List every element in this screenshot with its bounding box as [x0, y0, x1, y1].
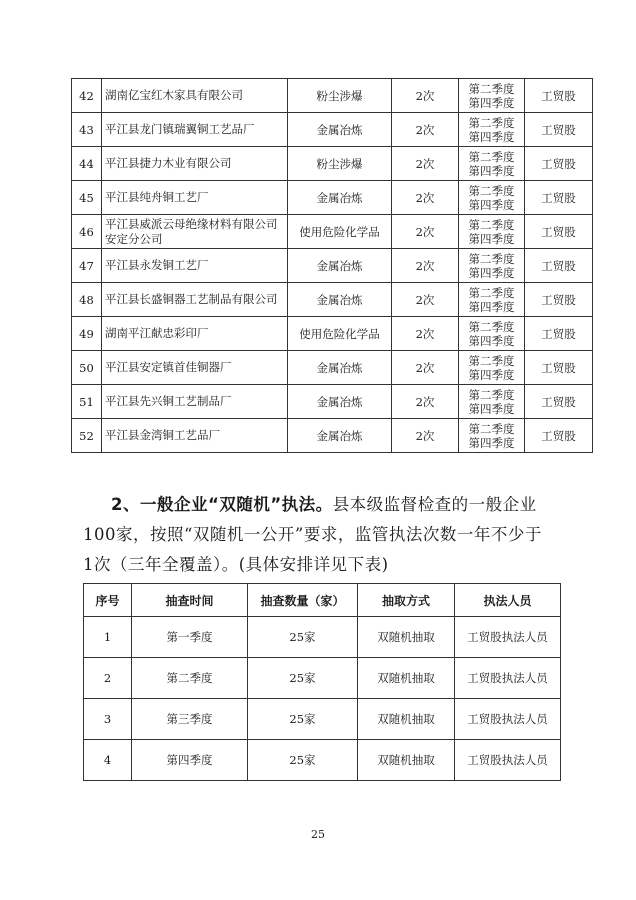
responsible-dept: 工贸股	[525, 283, 593, 317]
inspection-times: 2次	[392, 385, 459, 419]
inspection-quarters	[459, 351, 525, 385]
table-row	[84, 658, 561, 699]
inspection-times: 2次	[392, 419, 459, 453]
enforcement-staff: 工贸股执法人员	[455, 740, 561, 781]
paragraph-line-1-text: 县本级监督检查的一般企业	[332, 495, 537, 514]
quarter-first: 第二季度	[468, 115, 515, 130]
table-row	[72, 181, 593, 215]
check-time: 第三季度	[132, 699, 248, 740]
inspection-quarters	[459, 215, 525, 249]
quarter-second: 第四季度	[468, 333, 515, 348]
hazard-category: 粉尘涉爆	[288, 79, 392, 113]
section-heading: 2、一般企业“双随机”执法。	[111, 495, 333, 514]
responsible-dept: 工贸股	[525, 419, 593, 453]
enterprise-name: 平江县先兴铜工艺制品厂	[102, 385, 288, 419]
inspection-quarters	[459, 147, 525, 181]
quarter-first: 第二季度	[468, 183, 515, 198]
hazard-category: 金属冶炼	[288, 283, 392, 317]
enterprise-name: 平江县捷力木业有限公司	[102, 147, 288, 181]
header-cell: 序号	[84, 584, 132, 617]
hazard-category: 金属冶炼	[288, 385, 392, 419]
hazard-category: 使用危险化学品	[288, 317, 392, 351]
quarter-first: 第二季度	[468, 217, 515, 232]
table-row	[72, 79, 593, 113]
schedule-table	[83, 583, 561, 781]
responsible-dept: 工贸股	[525, 181, 593, 215]
quarter-second: 第四季度	[468, 367, 515, 382]
header-cell: 抽取方式	[358, 584, 455, 617]
quarter-second: 第四季度	[468, 163, 515, 178]
inspection-times: 2次	[392, 181, 459, 215]
enterprise-name: 平江县威派云母绝缘材料有限公司安定分公司	[102, 215, 288, 249]
enforcement-staff: 工贸股执法人员	[455, 658, 561, 699]
responsible-dept: 工贸股	[525, 79, 593, 113]
responsible-dept: 工贸股	[525, 113, 593, 147]
check-time: 第一季度	[132, 617, 248, 658]
table-row	[72, 419, 593, 453]
enforcement-staff: 工贸股执法人员	[455, 699, 561, 740]
quarter-first: 第二季度	[468, 421, 515, 436]
schedule-header-row	[84, 584, 561, 617]
hazard-category: 金属冶炼	[288, 351, 392, 385]
responsible-dept: 工贸股	[525, 249, 593, 283]
table-row	[84, 740, 561, 781]
header-cell: 抽查数量（家）	[248, 584, 358, 617]
responsible-dept: 工贸股	[525, 351, 593, 385]
row-number: 4	[84, 740, 132, 781]
table-row	[72, 249, 593, 283]
paragraph-line-3: 1次（三年全覆盖）。(具体安排详见下表)	[83, 555, 389, 574]
inspection-times: 2次	[392, 79, 459, 113]
row-number: 52	[72, 419, 102, 453]
row-number: 1	[84, 617, 132, 658]
header-cell: 抽查时间	[132, 584, 248, 617]
enforcement-staff: 工贸股执法人员	[455, 617, 561, 658]
quarter-second: 第四季度	[468, 129, 515, 144]
hazard-category: 金属冶炼	[288, 419, 392, 453]
row-number: 47	[72, 249, 102, 283]
enterprise-name: 平江县长盛铜器工艺制品有限公司	[102, 283, 288, 317]
quarter-first: 第二季度	[468, 251, 515, 266]
enterprise-name: 平江县安定镇首佳铜器厂	[102, 351, 288, 385]
check-count: 25家	[248, 740, 358, 781]
quarter-second: 第四季度	[468, 197, 515, 212]
quarter-second: 第四季度	[468, 231, 515, 246]
selection-method: 双随机抽取	[358, 740, 455, 781]
row-number: 44	[72, 147, 102, 181]
check-count: 25家	[248, 617, 358, 658]
row-number: 3	[84, 699, 132, 740]
quarter-first: 第二季度	[468, 387, 515, 402]
inspection-quarters	[459, 385, 525, 419]
inspection-quarters	[459, 419, 525, 453]
quarter-first: 第二季度	[468, 81, 515, 96]
quarter-second: 第四季度	[468, 299, 515, 314]
inspection-quarters	[459, 79, 525, 113]
check-count: 25家	[248, 699, 358, 740]
table-row	[72, 113, 593, 147]
table-row	[72, 351, 593, 385]
hazard-category: 金属冶炼	[288, 249, 392, 283]
row-number: 46	[72, 215, 102, 249]
enterprise-name: 湖南平江献忠彩印厂	[102, 317, 288, 351]
quarter-second: 第四季度	[468, 435, 515, 450]
inspection-quarters	[459, 249, 525, 283]
hazard-category: 使用危险化学品	[288, 215, 392, 249]
check-count: 25家	[248, 658, 358, 699]
enterprise-table	[71, 78, 593, 453]
enterprise-name: 平江县永发铜工艺厂	[102, 249, 288, 283]
row-number: 2	[84, 658, 132, 699]
schedule-table-body	[84, 617, 561, 781]
inspection-times: 2次	[392, 215, 459, 249]
inspection-times: 2次	[392, 351, 459, 385]
paragraph-line-1	[83, 490, 568, 520]
quarter-first: 第二季度	[468, 285, 515, 300]
table-row	[72, 317, 593, 351]
enterprise-name: 平江县金湾铜工艺品厂	[102, 419, 288, 453]
selection-method: 双随机抽取	[358, 617, 455, 658]
quarter-second: 第四季度	[468, 401, 515, 416]
quarter-second: 第四季度	[468, 95, 515, 110]
header-cell: 执法人员	[455, 584, 561, 617]
row-number: 45	[72, 181, 102, 215]
selection-method: 双随机抽取	[358, 658, 455, 699]
row-number: 42	[72, 79, 102, 113]
paragraph-line-2: 100家，按照“双随机一公开”要求，监管执法次数一年不少于	[83, 525, 542, 544]
enterprise-table-body	[72, 79, 593, 453]
row-number: 50	[72, 351, 102, 385]
inspection-quarters	[459, 181, 525, 215]
responsible-dept: 工贸股	[525, 385, 593, 419]
selection-method: 双随机抽取	[358, 699, 455, 740]
quarter-first: 第二季度	[468, 319, 515, 334]
responsible-dept: 工贸股	[525, 147, 593, 181]
row-number: 43	[72, 113, 102, 147]
quarter-first: 第二季度	[468, 353, 515, 368]
inspection-times: 2次	[392, 147, 459, 181]
quarter-first: 第二季度	[468, 149, 515, 164]
hazard-category: 粉尘涉爆	[288, 147, 392, 181]
inspection-times: 2次	[392, 113, 459, 147]
page-number: 25	[311, 828, 325, 841]
enterprise-name: 湖南亿宝红木家具有限公司	[102, 79, 288, 113]
table-row	[72, 283, 593, 317]
check-time: 第四季度	[132, 740, 248, 781]
row-number: 48	[72, 283, 102, 317]
responsible-dept: 工贸股	[525, 215, 593, 249]
table-row	[72, 385, 593, 419]
check-time: 第二季度	[132, 658, 248, 699]
hazard-category: 金属冶炼	[288, 181, 392, 215]
row-number: 49	[72, 317, 102, 351]
inspection-times: 2次	[392, 283, 459, 317]
inspection-quarters	[459, 113, 525, 147]
table-row	[72, 147, 593, 181]
table-row	[72, 215, 593, 249]
inspection-quarters	[459, 317, 525, 351]
enterprise-name: 平江县龙门镇瑞翼铜工艺品厂	[102, 113, 288, 147]
inspection-quarters	[459, 283, 525, 317]
inspection-times: 2次	[392, 317, 459, 351]
table-row	[84, 699, 561, 740]
enterprise-name: 平江县纯舟铜工艺厂	[102, 181, 288, 215]
inspection-times: 2次	[392, 249, 459, 283]
section-paragraph	[83, 490, 568, 580]
table-row	[84, 617, 561, 658]
quarter-second: 第四季度	[468, 265, 515, 280]
responsible-dept: 工贸股	[525, 317, 593, 351]
hazard-category: 金属冶炼	[288, 113, 392, 147]
row-number: 51	[72, 385, 102, 419]
